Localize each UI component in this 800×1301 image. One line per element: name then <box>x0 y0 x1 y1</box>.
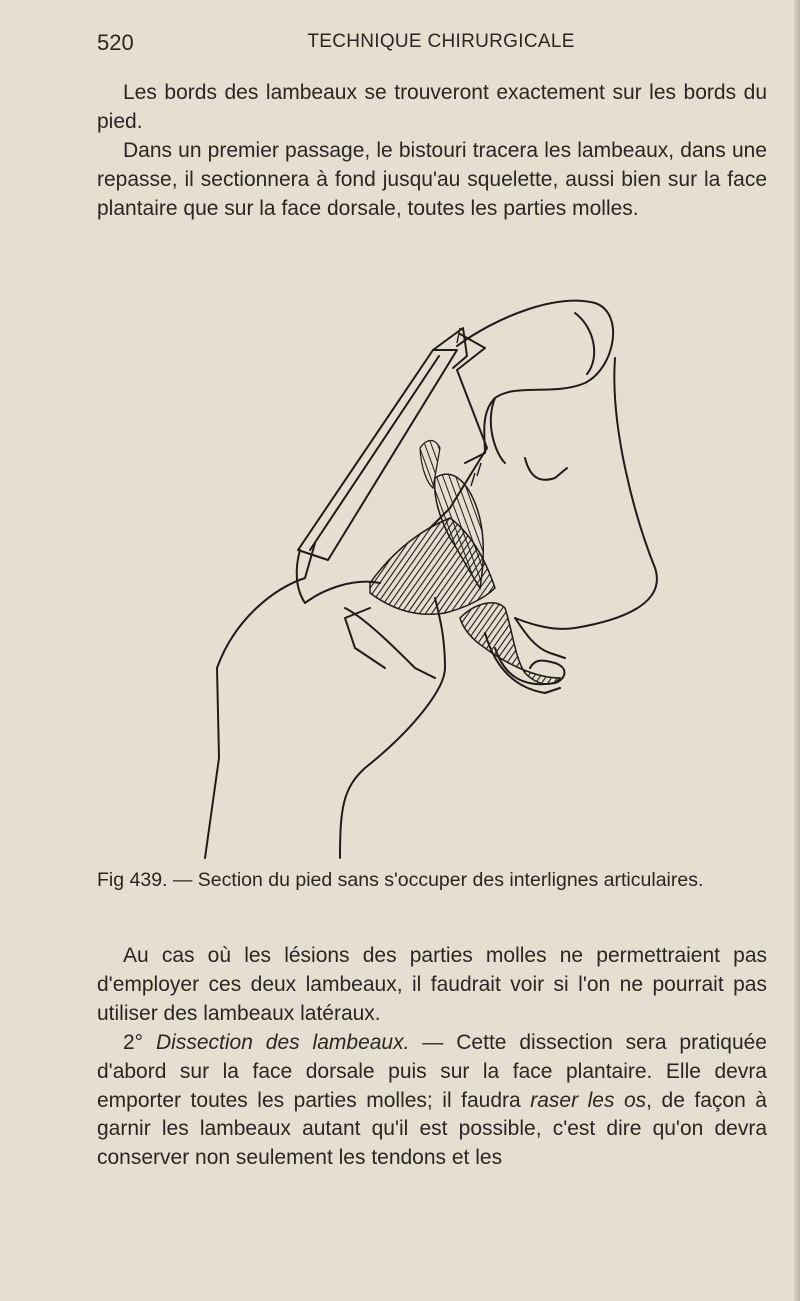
section-number: 2° <box>123 1031 144 1054</box>
paragraph-3: Au cas où les lésions des parties molles ne permettraient pas d'employer ces deux lambeaux, il faudrait voir si l'on ne pourrait pas utiliser des lambeaux latéraux. <box>97 944 767 1025</box>
paragraph-4 <box>97 1029 767 1173</box>
paragraph-2: Dans un premier passage, le bistouri tracera les lambeaux, dans une repasse, il sectionnera à fond jusqu'au squelette, aussi bien sur la face plantaire que sur la face dorsale, toutes les parties molles. <box>97 139 767 220</box>
page-header <box>97 30 767 58</box>
section-title: Dissection des lambeaux. <box>156 1031 410 1054</box>
paragraph-4-text-a: — Cette dissection sera pratiquée d'abord sur la face dorsale puis sur la face plantaire. Elle devra emporter toutes les parties molles; il faudra <box>97 1031 767 1112</box>
figure-foot-section-illustration <box>195 288 675 863</box>
running-title: TECHNIQUE CHIRURGICALE <box>307 31 575 52</box>
paragraph-4-text-b: , de façon à garnir les lambeaux autant qu'il est possible, c'est dire qu'on devra conserver non seulement les tendons et les <box>97 1088 767 1170</box>
figure-caption: Fig 439. — Section du pied sans s'occuper des interlignes articulaires. <box>97 869 704 891</box>
foot-section-drawing <box>195 288 675 863</box>
paragraph-1: Les bords des lambeaux se trouveront exactement sur les bords du pied. <box>97 81 767 133</box>
emphasis-raser-les-os: raser les os <box>530 1088 647 1112</box>
page-number: 520 <box>97 30 134 55</box>
page-edge <box>794 0 800 1301</box>
